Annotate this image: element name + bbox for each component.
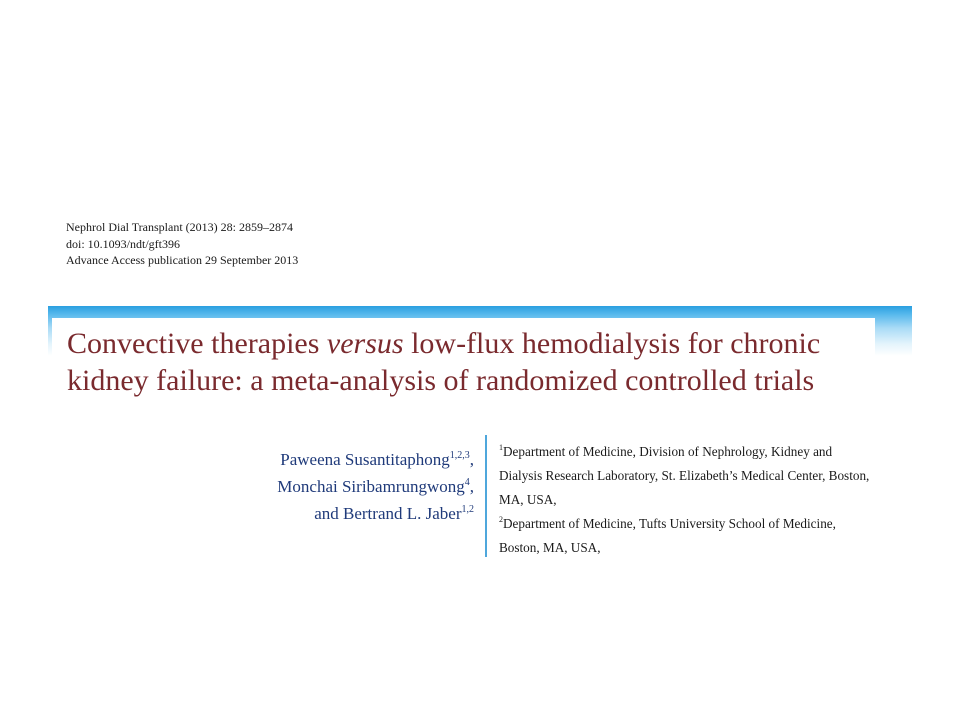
doi-line: doi: 10.1093/ndt/gft396 (66, 236, 180, 251)
advance-access-line: Advance Access publication 29 September 2013 (66, 253, 299, 267)
journal-citation: Nephrol Dial Transplant (2013) 28: 2859–2874 (66, 220, 293, 234)
affiliation-2-line-2: Boston, MA, USA, (499, 540, 601, 555)
author-2: Monchai Siribamrungwong$^4$, (277, 477, 474, 496)
affiliation-1-mark: 1 (499, 443, 503, 452)
author-1: Paweena Susantitaphong$^{1,2,3}$, (280, 450, 474, 469)
affiliation-1-line-1: $^1$Department of Medicine, Division of Nephrology, Kidney and (499, 443, 833, 459)
author-2-affiliation-mark: 4 (464, 477, 470, 488)
title-italic-versus: versus (326, 327, 404, 360)
article-title (67, 325, 887, 399)
affiliation-2-line-1: $^2$Department of Medicine, Tufts University School of Medicine, (499, 515, 836, 531)
affiliation-2-mark: 2 (499, 515, 503, 524)
title-line-2: kidney failure: a meta-analysis of randomized controlled trials (67, 364, 815, 397)
author-affiliation-divider (485, 435, 487, 557)
author-list (277, 446, 474, 527)
author-1-affiliation-mark: 1,2,3 (449, 450, 470, 461)
author-3: and Bertrand L. Jaber$^{1,2}$ (314, 504, 474, 523)
title-line-1: Convective therapies versus low-flux hemodialysis for chronic (67, 327, 821, 360)
affiliation-1-line-2: Dialysis Research Laboratory, St. Elizabeth’s Medical Center, Boston, (499, 468, 870, 483)
author-3-affiliation-mark: 1,2 (461, 504, 474, 515)
affiliation-list (499, 440, 869, 560)
affiliation-1-line-3: MA, USA, (499, 492, 557, 507)
citation-block (66, 219, 298, 269)
